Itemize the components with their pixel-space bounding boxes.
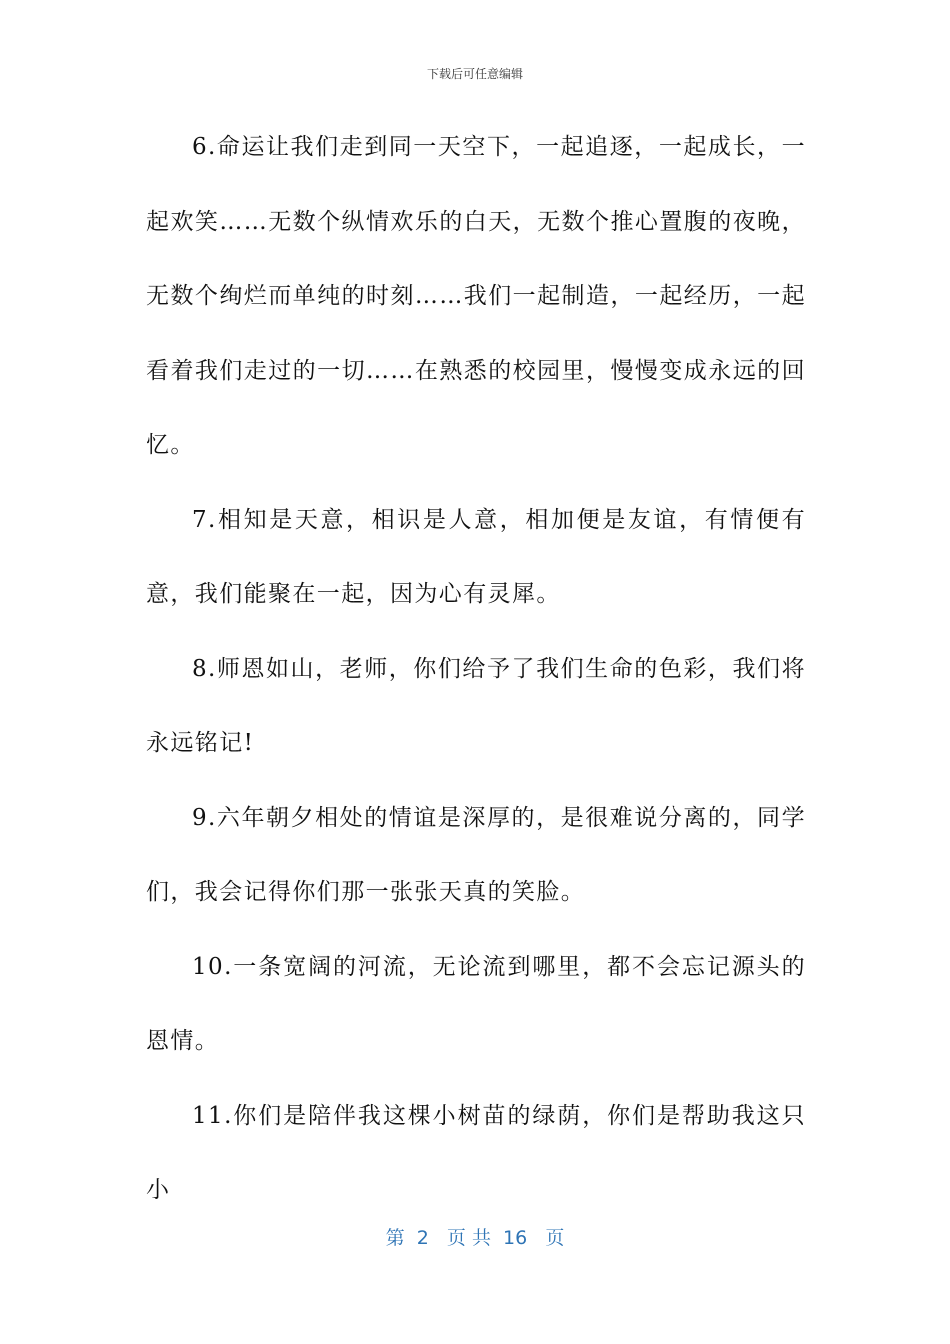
page-header: 下载后可任意编辑 — [426, 67, 523, 81]
paragraph-6: 6.命运让我们走到同一天空下，一起追逐，一起成长，一起欢笑……无数个纵情欢乐的白天，无数个推心置腹的夜晚，无数个绚烂而单纯的时刻……我们一起制造，一起经历，一起看着我们走过的一切……在熟悉的校园里，慢慢变成永远的回忆。 — [146, 134, 806, 458]
paragraph-8: 8.师恩如山，老师，你们给予了我们生命的色彩，我们将永远铭记! — [146, 655, 806, 756]
paragraph-11: 11.你们是陪伴我这棵小树苗的绿荫，你们是帮助我这只小 — [146, 1102, 806, 1203]
paragraph-7: 7.相知是天意，相识是人意，相加便是友谊，有情便有意，我们能聚在一起，因为心有灵犀。 — [146, 506, 806, 607]
page-number-footer: 第 2 页 共 16 页 — [385, 1227, 565, 1249]
paragraph-10: 10.一条宽阔的河流，无论流到哪里，都不会忘记源头的恩情。 — [146, 953, 806, 1054]
paragraph-9: 9.六年朝夕相处的情谊是深厚的，是很难说分离的，同学们，我会记得你们那一张张天真的笑脸。 — [146, 804, 806, 905]
document-body — [146, 110, 806, 1228]
